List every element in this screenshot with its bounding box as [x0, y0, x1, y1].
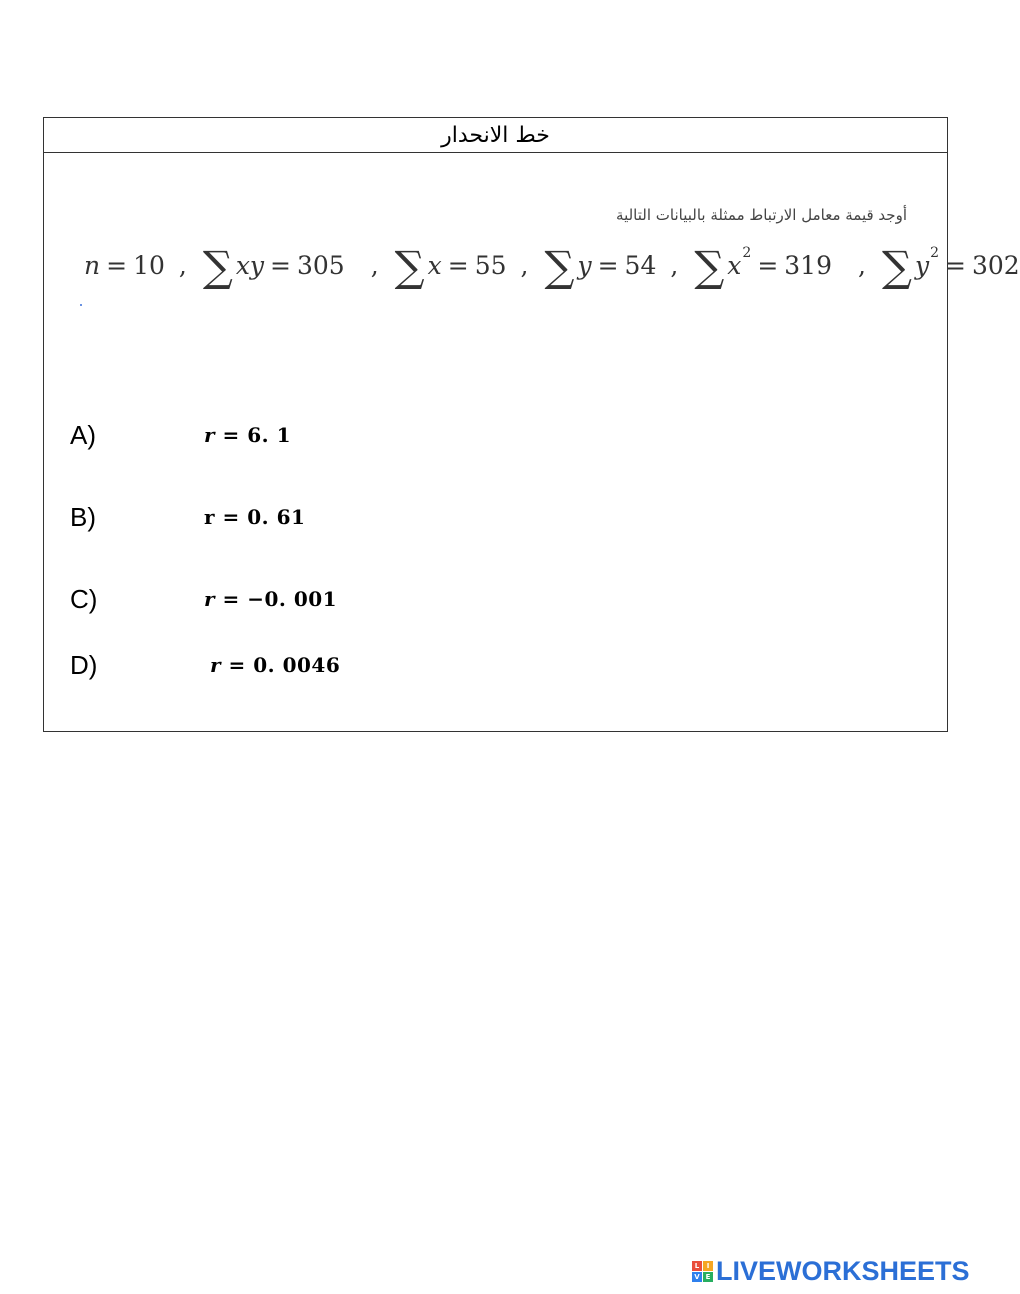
sum-xy-value: 305 [297, 250, 345, 280]
logo-tile: E [703, 1272, 713, 1282]
sum-y-value: 54 [624, 250, 657, 280]
sum-y2-label: y [914, 250, 930, 280]
option-c-letter: C) [70, 583, 98, 614]
term-sum-y2 [881, 242, 1020, 291]
equals-sign: = [106, 250, 128, 280]
stray-dot [80, 304, 82, 306]
option-b-letter: B) [70, 501, 96, 532]
sum-x-label: x [427, 250, 442, 280]
comma-separator: , [670, 250, 679, 280]
option-d-number: = 0. 0046 [228, 653, 341, 677]
n-value: 10 [133, 250, 165, 280]
option-b-number: = 0. 61 [222, 505, 306, 529]
sigma-icon: ∑ [544, 242, 575, 291]
option-a-letter: A) [70, 419, 96, 450]
given-data-formula [84, 242, 1020, 291]
option-a-value [204, 423, 291, 447]
term-sum-xy [202, 242, 345, 291]
option-d-value [210, 653, 340, 677]
comma-separator: , [370, 250, 379, 280]
sum-x2-value: 319 [784, 250, 832, 280]
liveworksheets-logo [692, 1256, 970, 1287]
question-box [43, 117, 1020, 732]
sum-x2-label: x [727, 250, 742, 280]
option-b-value [204, 505, 305, 529]
sum-xy-label: xy [235, 250, 265, 280]
option-c-value [204, 587, 337, 611]
logo-text: LIVEWORKSHEETS [716, 1256, 970, 1286]
option-c-var: r [204, 587, 216, 611]
option-a-var: r [204, 423, 216, 447]
equals-sign: = [447, 250, 469, 280]
question-instruction: أوجد قيمة معامل الارتباط ممثلة بالبيانات التالية [616, 206, 907, 224]
comma-separator: , [178, 250, 187, 280]
sigma-icon: ∑ [694, 242, 725, 291]
logo-tiles-icon [692, 1261, 713, 1282]
equals-sign: = [757, 250, 779, 280]
title-text: خط الانحدار [441, 122, 550, 148]
term-sum-x2 [694, 242, 832, 291]
sigma-icon: ∑ [881, 242, 912, 291]
sum-x2-exponent: 2 [742, 245, 752, 261]
option-c-number: = −0. 001 [222, 587, 338, 611]
equals-sign: = [597, 250, 619, 280]
worksheet-title [44, 118, 947, 153]
option-d-var: r [210, 653, 222, 677]
equals-sign: = [270, 250, 291, 280]
logo-tile: L [692, 1261, 702, 1271]
n-label: n [84, 250, 101, 280]
comma-separator: , [520, 250, 529, 280]
comma-separator: , [858, 250, 866, 280]
term-n [84, 251, 165, 280]
sum-y2-exponent: 2 [930, 245, 939, 261]
option-b-var: r [204, 505, 216, 529]
equals-sign: = [944, 250, 966, 280]
term-sum-y [544, 242, 657, 291]
logo-tile: I [703, 1261, 713, 1271]
sum-x-value: 55 [474, 250, 507, 280]
option-d-letter: D) [70, 649, 98, 680]
sum-y2-value: 302 [971, 250, 1020, 280]
sum-y-label: y [577, 250, 592, 280]
sigma-icon: ∑ [202, 242, 233, 291]
term-sum-x [394, 242, 507, 291]
logo-tile: V [692, 1272, 702, 1282]
option-a-number: = 6. 1 [222, 423, 291, 447]
sigma-icon: ∑ [394, 242, 425, 291]
